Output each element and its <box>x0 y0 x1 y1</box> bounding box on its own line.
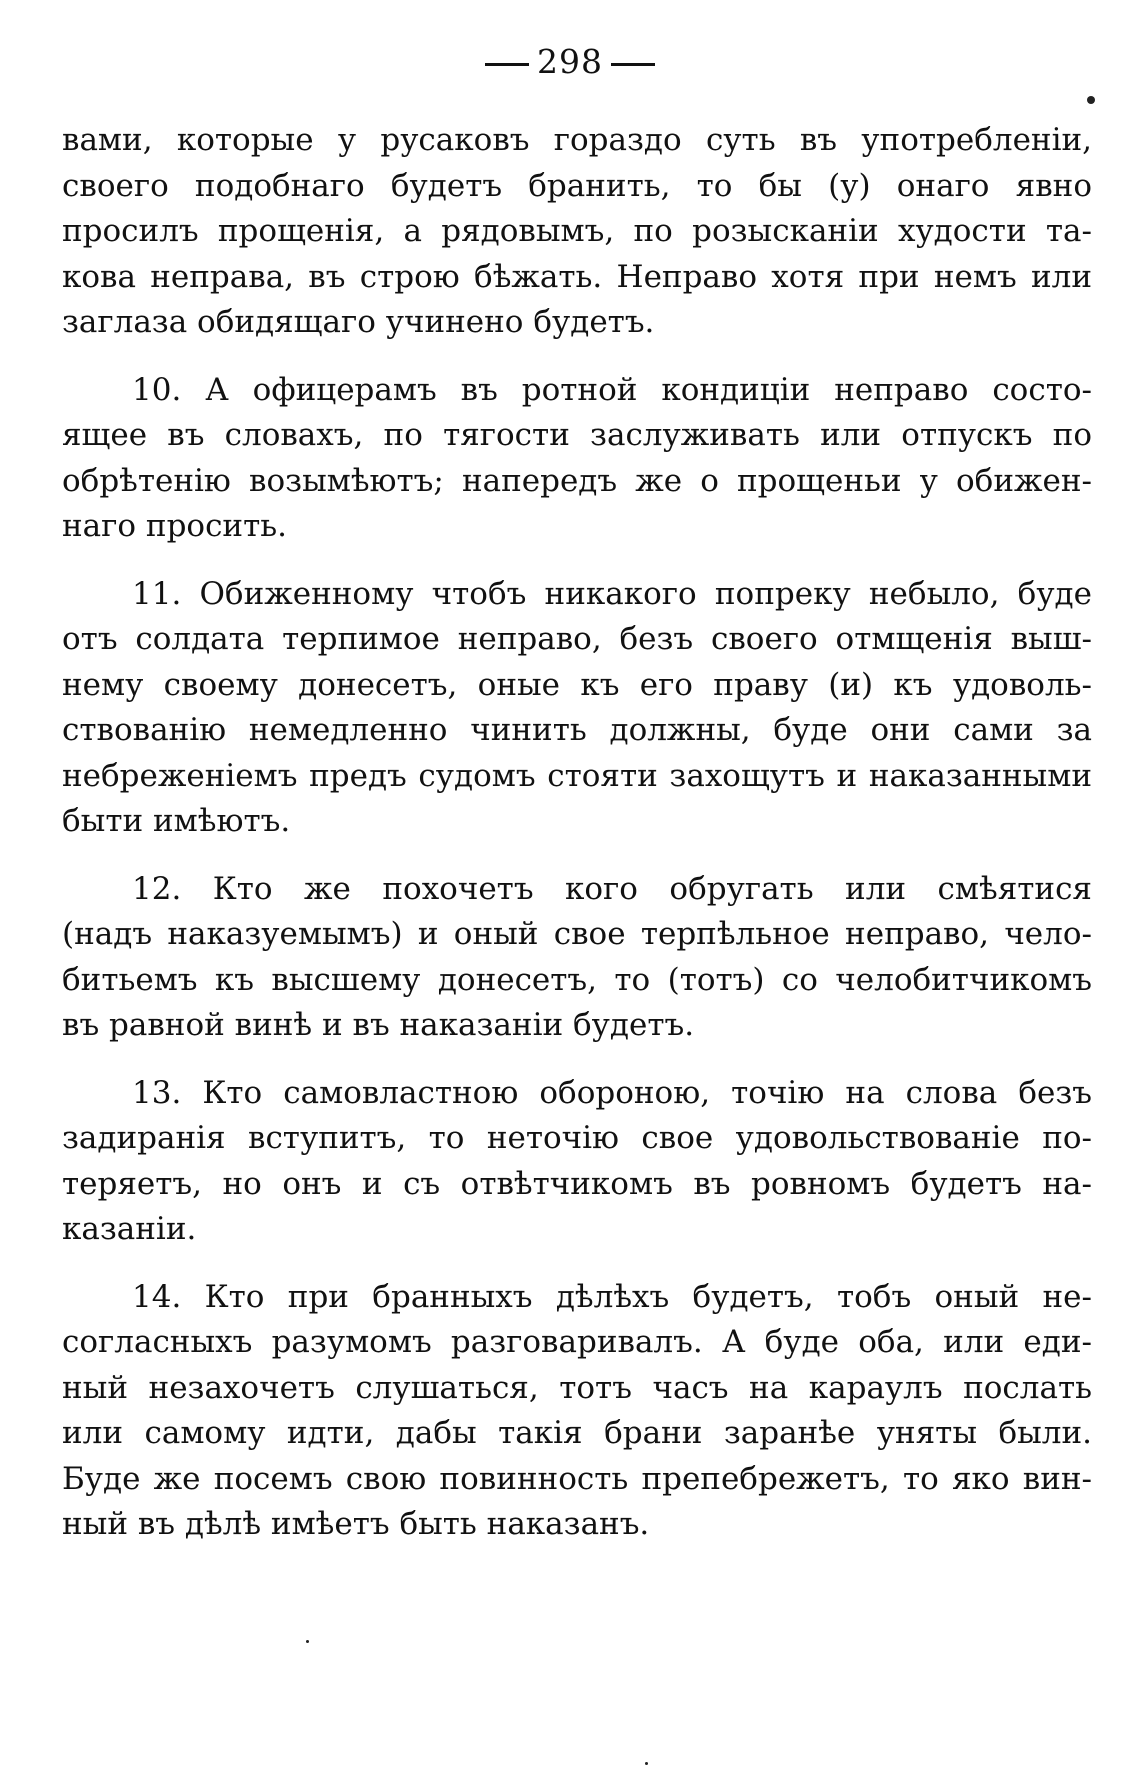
print-speck <box>306 1640 309 1643</box>
text-line: задиранія вступитъ, то неточію свое удовольствованіе по- <box>62 1120 1092 1156</box>
right-dash <box>611 63 655 66</box>
text-line: теряетъ, но онъ и съ отвѣтчикомъ въ ровномъ будетъ на- <box>62 1165 1092 1202</box>
paragraph-13 <box>62 1071 1092 1253</box>
print-speck <box>645 1762 648 1765</box>
page-number: 298 <box>537 42 603 81</box>
paragraph-14 <box>62 1275 1092 1548</box>
text-line: битьемъ къ высшему донесетъ, то (тотъ) со челобитчикомъ <box>62 961 1092 998</box>
paragraph-continuation <box>62 118 1092 346</box>
text-line: 10. А офицерамъ въ ротной кондиціи неправо состо- <box>132 371 1092 408</box>
text-line: въ равной винѣ и въ наказаніи будетъ. <box>62 1007 695 1043</box>
paragraph-10 <box>62 368 1092 550</box>
page-header <box>0 42 1140 81</box>
text-line: обрѣтенію возымѣютъ; напередъ же о прощеньи у обижен- <box>62 462 1092 499</box>
text-line: (надъ наказуемымъ) и оный свое терпѣльное неправо, чело- <box>62 916 1092 952</box>
paragraph-12 <box>62 867 1092 1049</box>
text-line: ствованію немедленно чинить должны, буде они сами за <box>62 712 1092 748</box>
text-line: заглаза обидящаго учинено будетъ. <box>62 304 655 340</box>
text-line: отъ солдата терпимое неправо, безъ своего отмщенія выш- <box>62 621 1092 657</box>
text-line: 14. Кто при бранныхъ дѣлѣхъ будетъ, тобъ оный не- <box>132 1278 1092 1315</box>
text-line: просилъ прощенія, а рядовымъ, по розысканіи худости та- <box>62 213 1092 249</box>
text-line: ный незахочетъ слушаться, тотъ часъ на караулъ послать <box>62 1369 1092 1406</box>
text-line: наго просить. <box>62 508 287 544</box>
text-line: или самому идти, дабы такія брани заранѣе уняты были. <box>62 1415 1092 1451</box>
text-line: вами, которые у русаковъ гораздо суть въ употребленіи, <box>62 122 1092 158</box>
text-line: небреженіемъ предъ судомъ стояти захощутъ и наказанными <box>62 757 1092 794</box>
text-line: нему своему донесетъ, оные къ его праву (и) къ удоволь- <box>62 666 1092 703</box>
paragraph-11 <box>62 572 1092 845</box>
print-speck <box>1087 96 1095 104</box>
text-line: казаніи. <box>62 1211 197 1247</box>
left-dash <box>485 63 529 66</box>
text-line: ящее въ словахъ, по тягости заслуживать или отпускъ по <box>62 417 1092 453</box>
text-line: кова неправа, въ строю бѣжать. Неправо хотя при немъ или <box>62 258 1092 295</box>
text-line: быти имѣютъ. <box>62 803 291 839</box>
text-line: Буде же посемъ свою повинность препебрежетъ, то яко вин- <box>62 1460 1092 1497</box>
text-line: 12. Кто же похочетъ кого обругать или смѣятися <box>132 870 1092 907</box>
text-line: 11. Обиженному чтобъ никакого попреку небыло, буде <box>132 575 1092 612</box>
page-text <box>62 118 1092 1570</box>
text-line: своего подобнаго будетъ бранить, то бы (у) онаго явно <box>62 167 1092 204</box>
text-line: согласныхъ разумомъ разговаривалъ. А буде оба, или еди- <box>62 1324 1092 1360</box>
text-line: ный въ дѣлѣ имѣетъ быть наказанъ. <box>62 1506 650 1542</box>
text-line: 13. Кто самовластною обороною, точію на слова безъ <box>132 1074 1092 1111</box>
